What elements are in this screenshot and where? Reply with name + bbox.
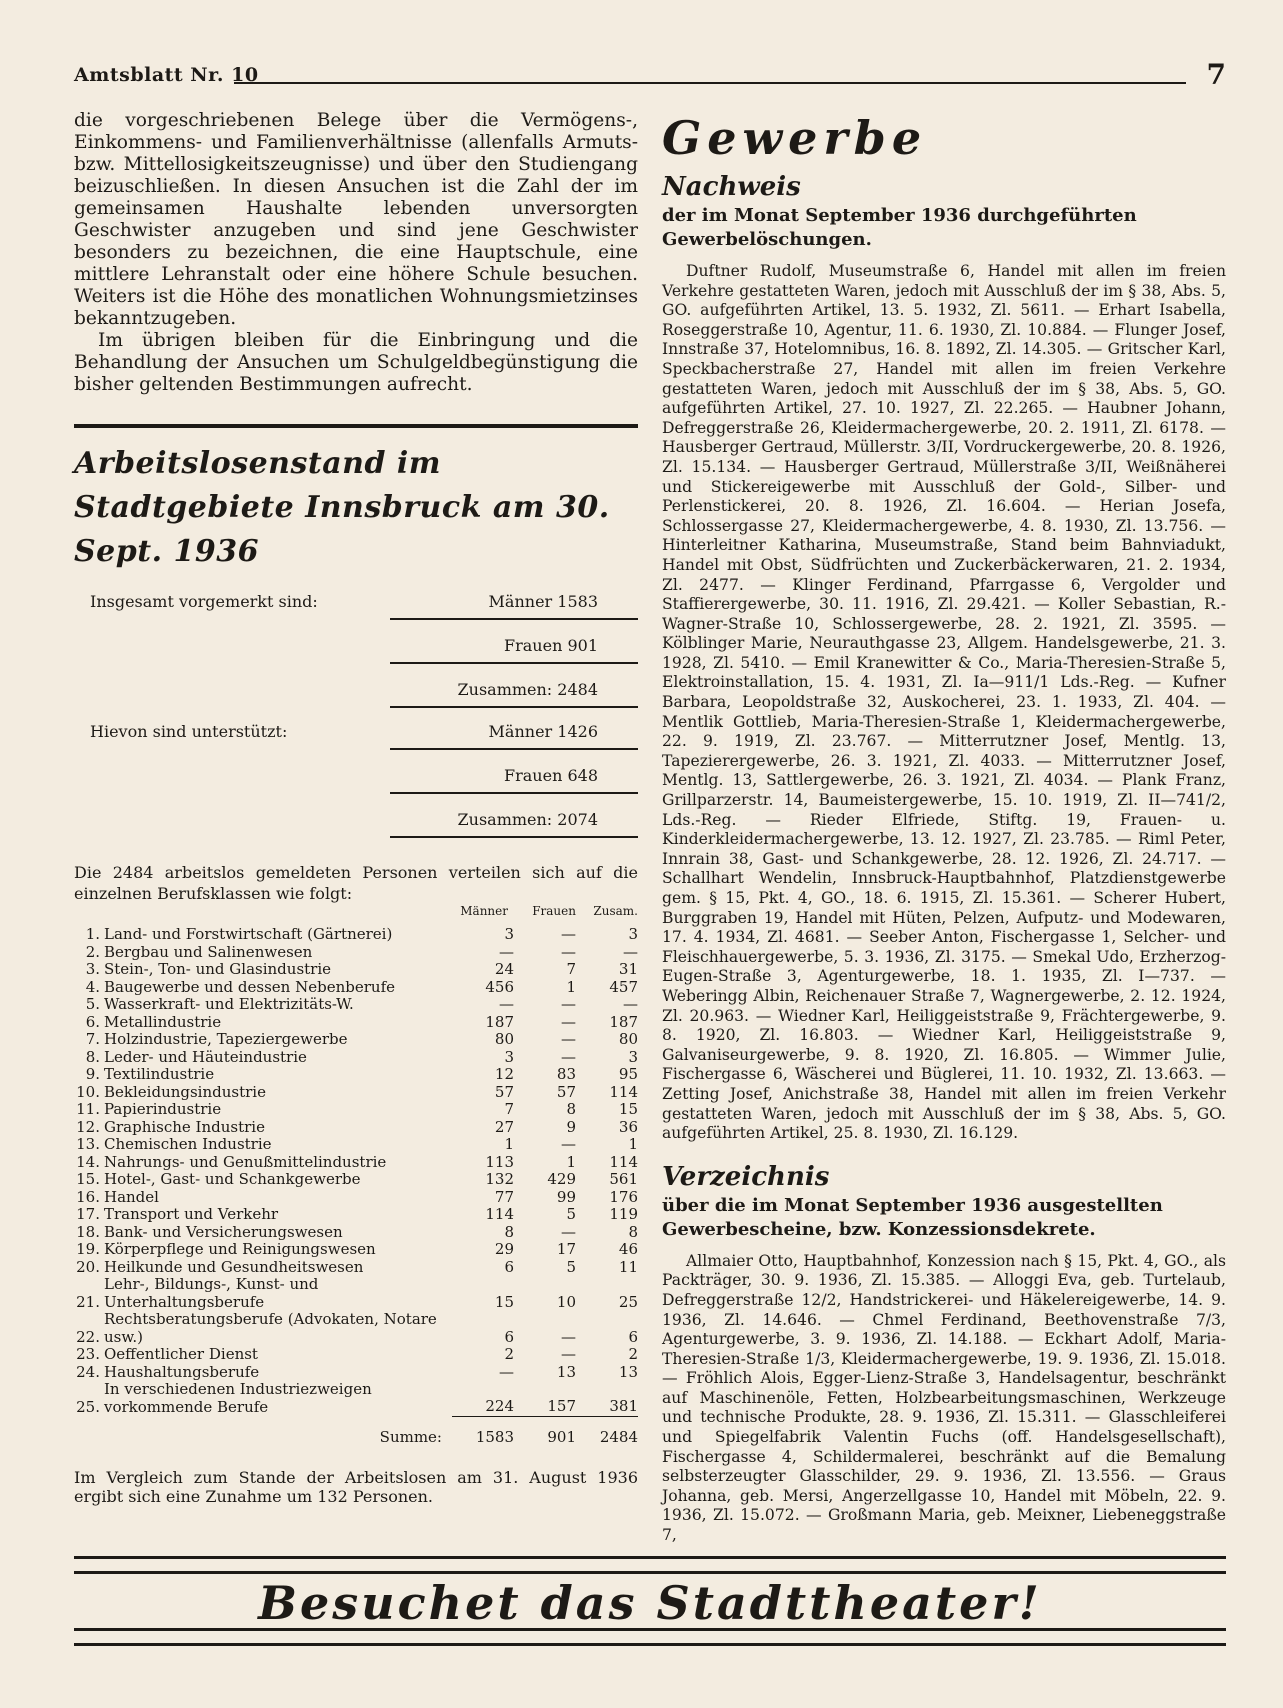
total-count: 119 [609,1205,638,1223]
total-count: — [623,942,638,961]
total-count: 1 [628,1135,638,1153]
women-count: 99 [556,1187,576,1206]
occupation-name: Lehr-, Bildungs-, Kunst- und Unterhaltungsberufe [104,1275,319,1311]
summary-rule [390,618,638,620]
occupation-name: Bekleidungsindustrie [104,1082,266,1101]
row-number: 16. [76,1187,100,1206]
sum-spacer [74,1416,104,1446]
table-row [74,979,638,997]
occupation-name: Handel [104,1187,159,1206]
total-count: 114 [609,1082,638,1101]
men-count: 6 [504,1327,514,1346]
table-row [74,1189,638,1207]
total-count: 31 [618,960,638,978]
intro-paragraph-2: Im übrigen bleiben für die Einbringung und die Behandlung der Ansuchen um Schulgeldbegünstigung die bisher geltenden Bestimmungen aufrecht. [74,330,638,395]
table-row [74,1259,638,1277]
occupation-table [74,926,638,1446]
women-count: 10 [556,1292,576,1311]
row-number: 14. [76,1152,100,1171]
occupation-name: Textilindustrie [104,1065,215,1083]
sum-row [74,1416,638,1446]
occupation-name: Wasserkraft- und Elektrizitäts-W. [104,995,354,1013]
right-column [662,110,1226,1546]
total-count: 114 [609,1152,638,1171]
women-count: — [561,1047,576,1066]
women-count: 17 [556,1240,576,1258]
occupation-name: Haushaltungsberufe [104,1362,260,1381]
men-count: 7 [504,1100,514,1118]
occupation-name: Baugewerbe und dessen Nebenberufe [104,977,395,996]
women-count: — [561,1030,576,1048]
women-supported: Frauen 648 [504,766,598,785]
men-count: 77 [494,1187,514,1206]
occupation-name: Chemischen Industrie [104,1135,272,1153]
table-row [74,1066,638,1084]
row-number: 8. [85,1047,100,1066]
men-count: 132 [485,1170,514,1188]
women-count: 157 [547,1397,576,1415]
women-count: 13 [556,1362,576,1381]
left-column [74,110,638,1506]
men-count: 1 [504,1135,514,1153]
nachweis-list: Duftner Rudolf, Museumstraße 6, Handel mit allen im freien Verkehre gestatteten Waren, jedoch mit Ausschluß der im § 38, Abs. 5, GO. aufgeführten Artikel, 13. 5. 1932, Zl. 5611. — Erhart Isabella, Roseggerstraße 10, Agentur, 11. 6. 1930, Zl. 10.884. — Flunger Josef, Innstraße 37, Hotelomnibus, 16. 8. 1892, Zl. 14.305. — Gritscher Karl, Speckbacherstraße 27, Handel mit allen im freien Verkehre gestatteten Waren, jedoch mit Ausschluß der im § 38, Abs. 5, GO. aufgeführten Artikel, 27. 10. 1927, Zl. 22.265. — Haubner Johann, Defreggerstraße 26, Kleidermachergewerbe, 20. 2. 1911, Zl. 6178. — Hausberger Gertraud, Müllerstr. 3/II, Vordruckergewerbe, 20. 8. 1926, Zl. 15.134. — Hausberger Gertraud, Müllerstraße 3/II, Weißnäherei und Stickereigewerbe mit Ausschluß der Gold-, Silber- und Perlenstickerei, 20. 8. 1926, Zl. 16.604. — Herian Josefa, Schlossergasse 27, Kleidermachergewerbe, 4. 8. 1930, Zl. 13.756. — Hinterleitner Katharina, Museumstraße, Stand beim Bahnviadukt, Handel mit Obst, Südfrüchten und Zuckerbäckerwaren, 21. 2. 1934, Zl. 2477. — Klinger Ferdinand, Pfarrgasse 6, Vergolder und Staffierergewerbe, 30. 11. 1916, Zl. 29.421. — Koller Sebastian, R.-Wagner-Straße 10, Schlossergewerbe, 28. 2. 1921, Zl. 3595. — Kölblinger Marie, Neurauthgasse 23, Allgem. Handelsgewerbe, 21. 3. 1928, Zl. 5410. — Emil Kranewitter & Co., Maria-Theresien-Straße 5, Elektroinstallation, 15. 4. 1931, Zl. Ia—911/1 Lds.-Reg. — Kufner Barbara, Leopoldstraße 32, Auskocherei, 23. 1. 1933, Zl. 404. — Mentlik Gottlieb, Maria-Theresien-Straße 1, Kleidermachergewerbe, 22. 9. 1919, Zl. 23.767. — Mitterrutzner Josef, Mentlg. 13, Tapezierergewerbe, 26. 3. 1921, Zl. 4033. — Mitterrutzner Josef, Mentlg. 13, Sattlergewerbe, 26. 3. 1921, Zl. 4034. — Plank Franz, Grillparzerstr. 14, Baumeistergewerbe, 15. 10. 1919, Zl. II—741/2, Lds.-Reg. — Rieder Elfriede, Stiftg. 19, Frauen- u. Kinderkleidermachergewerbe, 13. 12. 1927, Zl. 23.785. — Riml Peter, Innrain 38, Gast- und Schankgewerbe, 28. 12. 1926, Zl. 24.717. — Schallhart Wendelin, Innsbruck-Hauptbahnhof, Platzdienstgewerbe gem. § 15, Pkt. 4, GO., 18. 6. 1915, Zl. 15.361. — Scherer Hubert, Burggraben 19, Handel mit Hüten, Pelzen, Aufputz- und Modewaren, 17. 4. 1934, Zl. 4681. — Seeber Anton, Fischergasse 1, Selcher- und Fleischhauergewerbe, 5. 3. 1936, Zl. 3175. — Smekal Udo, Erzherzog-Eugen-Straße 3, Agenturgewerbe, 18. 1. 1935, Zl. I—737. — Weberingg Albin, Reichenauer Straße 7, Wagnergewerbe, 2. 12. 1924, Zl. 20.963. — Wiedner Karl, Heiliggeiststraße 9, Frächtergewerbe, 9. 8. 1920, Zl. 16.803. — Wiedner Karl, Heiliggeiststraße 9, Galvaniseurgewerbe, 9. 8. 1920, Zl. 16.805. — Wimmer Julie, Fischergasse 6, Wäscherei und Büglerei, 11. 10. 1932, Zl. 13.663. — Zetting Josef, Anichstraße 38, Handel mit allen im freien Verkehr gestatteten Waren, jedoch mit Ausschluß der im § 38, Abs. 5, GO. aufgeführten Artikel, 25. 8. 1930, Zl. 16.129. [662,262,1226,1143]
men-count: 187 [485,1012,514,1031]
table-row [74,1136,638,1154]
row-number: 20. [76,1257,100,1276]
men-count: 456 [485,977,514,996]
table-row [74,926,638,944]
women-count: 1 [566,1152,576,1171]
occupation-name: Bank- und Versicherungswesen [104,1222,343,1241]
summary-rule [390,748,638,750]
verzeichnis-list: Allmaier Otto, Hauptbahnhof, Konzession nach § 15, Pkt. 4, GO., als Packträger, 30. 9. 1936, Zl. 15.385. — Alloggi Eva, geb. Turtelaub, Defreggerstraße 12/2, Handstrickerei- und Häkelereigewerbe, 14. 9. 1936, Zl. 14.646. — Chmel Ferdinand, Beethovenstraße 7/3, Agenturgewerbe, 3. 9. 1936, Zl. 14.188. — Eckhart Adolf, Maria-Theresien-Straße 1/3, Kleidermachergewerbe, 19. 9. 1936, Zl. 15.018. — Fröhlich Alois, Egger-Lienz-Straße 3, Handelsagentur, beschränkt auf Maschinenöle, Fetten, Holzbearbeitungsmaschinen, Werkzeuge und technische Produkte, 28. 9. 1936, Zl. 15.311. — Glasschleiferei und Spiegelfabrik Valentin Fuchs (off. Handelsgesellschaft), Fischergasse 4, Schildermalerei, beschränkt auf die Bemalung selbsterzeugter Glasschilder, 29. 9. 1936, Zl. 13.556. — Graus Johanna, geb. Mersi, Angerzellgasse 10, Handel mit Möbeln, 22. 9. 1936, Zl. 15.072. — Großmann Maria, geb. Meixner, Liebeneggstraße 7, [662,1251,1226,1545]
total-count: 6 [628,1327,638,1346]
comparison-note: Im Vergleich zum Stande der Arbeitslosen am 31. August 1936 ergibt sich eine Zunahme um 132 Personen. [74,1468,638,1506]
women-count: 83 [556,1065,576,1083]
men-count: 224 [485,1397,514,1415]
section-divider [74,424,638,428]
table-row [74,1346,638,1364]
table-row [74,1206,638,1224]
occupation-name: Heilkunde und Gesundheitswesen [104,1257,364,1276]
occupation-name: Hotel-, Gast- und Schankgewerbe [104,1170,361,1188]
unemployment-title-line1: Arbeitslosenstand im [74,446,442,481]
occupation-name: Oeffentlicher Dienst [104,1345,258,1363]
verzeichnis-heading: Verzeichnis [662,1161,830,1192]
page-header [74,58,1226,92]
total-count: 46 [618,1240,638,1258]
row-number: 10. [76,1082,100,1101]
row-number: 18. [76,1222,100,1241]
table-row [74,1014,638,1032]
women-registered: Frauen 901 [504,636,598,655]
row-number: 19. [76,1240,100,1258]
men-count: — [499,942,514,961]
women-count: 429 [547,1170,576,1188]
summary-rule [390,662,638,664]
row-number: 4. [85,977,100,996]
header-rule [234,82,1186,84]
row-number: 15. [76,1170,100,1188]
footer-banner [74,1556,1226,1646]
table-row [74,1154,638,1172]
supported-label: Hievon sind unterstützt: [90,722,288,741]
nachweis-subheading: der im Monat September 1936 durchgeführten Gewerbelöschungen. [662,205,1137,250]
men-count: 57 [494,1082,514,1101]
total-count: 11 [618,1257,638,1276]
row-number: 13. [76,1135,100,1153]
row-number: 2. [85,942,100,961]
row-number: 5. [85,995,100,1013]
summary-rule [390,836,638,838]
total-count: 187 [609,1012,638,1031]
total-count: 381 [609,1397,638,1415]
total-count: 36 [618,1117,638,1136]
row-number: 12. [76,1117,100,1136]
men-count: — [499,1362,514,1381]
occupation-name: Graphische Industrie [104,1117,265,1136]
total-registered: Zusammen: 2484 [457,680,598,699]
unemployment-title-line2: Stadtgebiete Innsbruck am 30. Sept. 1936 [74,490,610,569]
footer-bottom-rules [74,1628,1226,1646]
women-count: 5 [566,1257,576,1276]
total-count: 457 [609,977,638,996]
total-count: 25 [618,1292,638,1311]
men-count: 6 [504,1257,514,1276]
total-count: 561 [609,1170,638,1188]
women-count: 57 [556,1082,576,1101]
total-count: 176 [609,1187,638,1206]
table-row [74,996,638,1014]
occupation-name: Holzindustrie, Tapeziergewerbe [104,1030,348,1048]
sum-w: 901 [514,1416,576,1446]
women-count: — [561,1135,576,1153]
verzeichnis-subheading: über die im Monat September 1936 ausgestellten Gewerbescheine, bzw. Konzessionsdekrete. [662,1194,1163,1240]
occupation-name: Land- und Forstwirtschaft (Gärtnerei) [104,925,393,943]
publication-title: Amtsblatt Nr. 10 [74,64,259,86]
women-count: 7 [566,960,576,978]
total-count: 13 [618,1362,638,1381]
occupation-name: Rechtsberatungsberufe (Advokaten, Notare usw.) [104,1310,437,1346]
occupation-name: Stein-, Ton- und Glasindustrie [104,960,332,978]
men-count: — [499,995,514,1013]
total-count: 3 [628,925,638,943]
footer-top-rules [74,1556,1226,1574]
table-row [74,1364,638,1382]
men-count: 3 [504,925,514,943]
table-row [74,1276,638,1311]
women-count: 9 [566,1117,576,1136]
row-number: 6. [85,1012,100,1031]
table-row [74,1101,638,1119]
men-count: 3 [504,1047,514,1066]
row-number: 17. [76,1205,100,1223]
women-count: — [561,1222,576,1241]
total-count: — [623,995,638,1013]
men-count: 24 [494,960,514,978]
women-count: — [561,1327,576,1346]
table-row [74,944,638,962]
distribution-intro: Die 2484 arbeitslos gemeldeten Personen verteilen sich auf die einzelnen Berufsklassen wie folgt: [74,863,638,903]
row-number: 7. [85,1030,100,1048]
table-row [74,1224,638,1242]
col-head-women: Frauen [532,904,576,918]
women-count: — [561,995,576,1013]
women-count: 8 [566,1100,576,1118]
women-count: — [561,1012,576,1031]
total-count: 3 [628,1047,638,1066]
row-number: 25. [76,1397,100,1416]
table-row [74,1241,638,1259]
men-count: 114 [485,1205,514,1223]
men-count: 29 [494,1240,514,1258]
page-number: 7 [1206,58,1226,91]
row-number: 21. [76,1292,100,1311]
occupation-name: Metallindustrie [104,1012,222,1031]
total-count: 15 [618,1100,638,1118]
men-count: 27 [494,1117,514,1136]
table-row [74,1119,638,1137]
row-number: 9. [85,1065,100,1083]
table-row [74,1031,638,1049]
row-number: 3. [85,960,100,978]
summary-rule [390,706,638,708]
men-count: 113 [485,1152,514,1171]
total-registered-label: Insgesamt vorgemerkt sind: [90,592,318,611]
unemployment-summary [74,592,638,922]
row-number: 11. [76,1100,100,1118]
occupation-name: In verschiedenen Industriezweigen vorkommende Berufe [104,1380,372,1416]
col-head-men: Männer [460,904,508,918]
section-title-gewerbe: Gewerbe [662,111,928,165]
occupation-name: Papierindustrie [104,1100,222,1118]
women-count: — [561,942,576,961]
occupation-name: Leder- und Häuteindustrie [104,1047,307,1066]
nachweis-heading: Nachweis [662,172,801,202]
summary-rule [390,792,638,794]
men-count: 80 [494,1030,514,1048]
men-supported: Männer 1426 [488,722,598,741]
sum-m: 1583 [452,1416,514,1446]
women-count: 1 [566,977,576,996]
row-number: 1. [85,925,100,943]
table-row [74,1381,638,1416]
intro-paragraph: die vorgeschriebenen Belege über die Vermögens-, Einkommens- und Familienverhältnisse (allenfalls Armuts- bzw. Mittellosigkeitszeugnisse) und über den Studiengang beizuschließen. In diesen Ansuchen ist die Zahl der im gemeinsamen Haushalte lebenden unversorgten Geschwister anzugeben und sind jene Geschwister besonders zu bezeichnen, die eine Hauptschule, eine mittlere Lehranstalt oder eine höhere Schule besuchen. Weiters ist die Höhe des monatlichen Wohnungsmietzinses bekanntzugeben. [74,110,638,329]
occupation-name: Nahrungs- und Genußmittelindustrie [104,1152,387,1171]
table-row [74,961,638,979]
total-count: 95 [618,1065,638,1083]
total-count: 8 [628,1222,638,1241]
total-supported: Zusammen: 2074 [457,810,598,829]
men-count: 12 [494,1065,514,1083]
women-count: 5 [566,1205,576,1223]
occupation-name: Transport und Verkehr [104,1205,279,1223]
women-count: — [561,925,576,943]
men-count: 2 [504,1345,514,1363]
total-count: 2 [628,1345,638,1363]
occupation-name: Körperpflege und Reinigungswesen [104,1240,376,1258]
row-number: 23. [76,1345,100,1363]
col-head-total: Zusam. [593,904,638,918]
table-row [74,1171,638,1189]
sum-t: 2484 [576,1416,638,1446]
table-row [74,1049,638,1067]
total-count: 80 [618,1030,638,1048]
men-count: 15 [494,1292,514,1311]
men-registered: Männer 1583 [488,592,598,611]
sum-label: Summe: [379,1427,442,1446]
occupation-name: Bergbau und Salinenwesen [104,942,313,961]
table-column-headers [74,904,638,924]
women-count: — [561,1345,576,1363]
row-number: 22. [76,1327,100,1346]
theater-slogan: Besuchet das Stadttheater! [258,1576,1042,1630]
row-number: 24. [76,1362,100,1381]
men-count: 8 [504,1222,514,1241]
table-row [74,1311,638,1346]
table-row [74,1084,638,1102]
